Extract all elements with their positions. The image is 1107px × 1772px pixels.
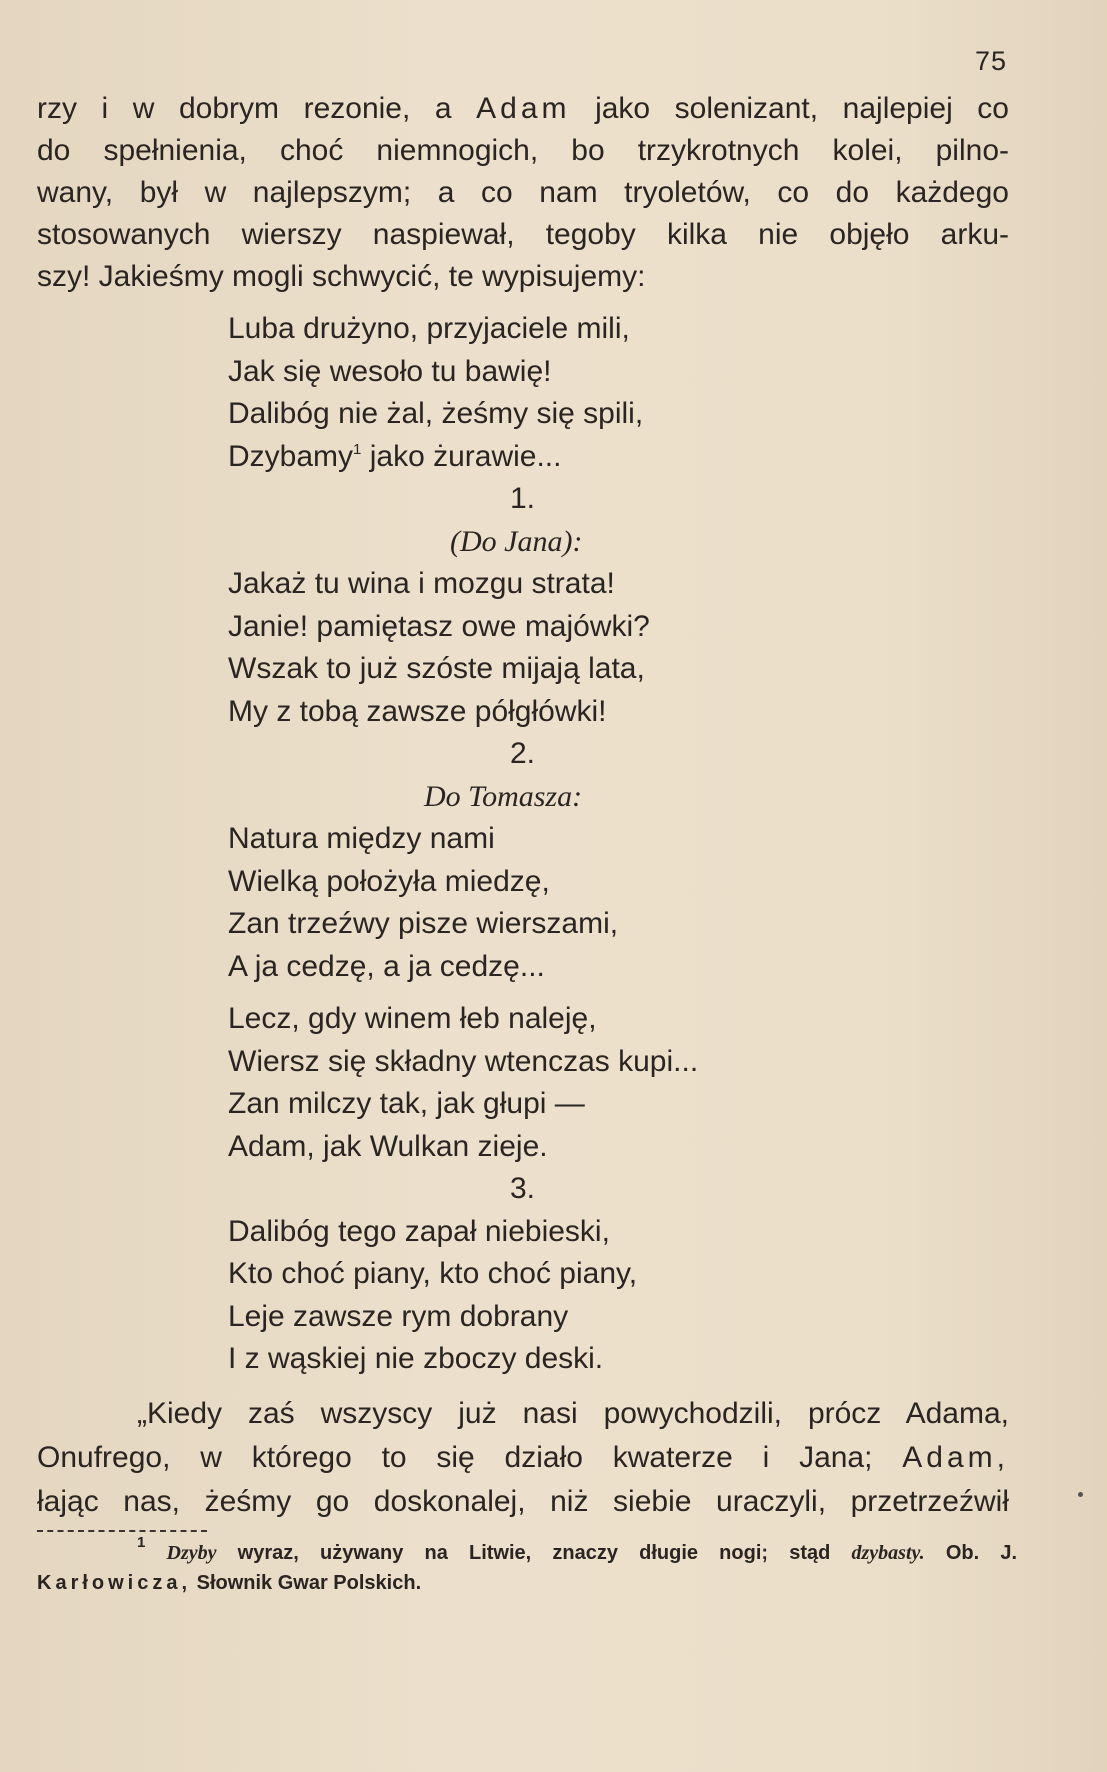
verse-line: Natura między nami xyxy=(228,822,495,855)
verse-line: Dalibóg nie żal, żeśmy się spili, xyxy=(228,397,644,430)
verse-line: Adam, jak Wulkan zieje. xyxy=(228,1129,548,1163)
spaced-name: Adam, xyxy=(902,1441,1009,1474)
spaced-name: Adam xyxy=(476,92,571,125)
verse-line: Kto choć piany, kto choć piany, xyxy=(228,1257,638,1290)
verse-line: Wiersz się składny wtenczas kupi... xyxy=(228,1044,699,1078)
footnote-rule xyxy=(37,1530,207,1532)
footnote-marker: 1 xyxy=(353,440,362,458)
footnote-marker: 1 xyxy=(137,1534,146,1551)
verse-line: I z wąskiej nie zboczy deski. xyxy=(228,1342,604,1375)
footnote-term: dzybasty. xyxy=(851,1542,925,1564)
section-heading: (Do Jana): xyxy=(450,524,583,558)
text-line: rzy i w dobrym rezonie, a Adam jako solenizant, najlepiej co xyxy=(37,92,1009,125)
footnote-term: Dzyby xyxy=(166,1542,217,1564)
verse-line: Jakaż tu wina i mozgu strata! xyxy=(228,567,615,600)
text-line: Onufrego, w którego to się działo kwaterze i Jana; Adam, xyxy=(37,1441,1009,1474)
section-number: 1. xyxy=(510,482,536,515)
margin-speck xyxy=(1078,1492,1083,1497)
text-line: do spełnienia, choć niemnogich, bo trzykrotnych kolei, pilno- xyxy=(37,134,1009,167)
verse-line: My z tobą zawsze półgłówki! xyxy=(228,694,607,728)
verse-line: Zan trzeźwy pisze wierszami, xyxy=(228,907,619,940)
verse-line: Lecz, gdy winem łeb naleję, xyxy=(228,1002,597,1035)
section-number: 3. xyxy=(510,1172,536,1205)
footnote-line: $^1$ Dzyby wyraz, używany na Litwie, znaczy długie nogi; stąd dzybasty. Ob. J. xyxy=(137,1534,1017,1564)
verse-line: Luba drużyno, przyjaciele mili, xyxy=(228,312,630,345)
author-name: Karłowicza, xyxy=(37,1572,192,1594)
verse-line: Jak się wesoło tu bawię! xyxy=(228,354,552,388)
footnote-line: Karłowicza, Słownik Gwar Polskich. xyxy=(37,1572,422,1594)
text-line: łając nas, żeśmy go doskonalej, niż siebie uraczyli, przetrzeźwił xyxy=(37,1485,1009,1518)
section-heading: Do Tomasza: xyxy=(424,779,583,813)
verse-line: Wielką położyła miedzę, xyxy=(228,864,550,898)
verse-line: Dalibóg tego zapał niebieski, xyxy=(228,1214,610,1248)
verse-line: Dzybamy$^1$ jako żurawie... xyxy=(228,439,562,473)
text-line: wany, był w najlepszym; a co nam tryoletów, co do każdego xyxy=(37,176,1009,209)
intro-paragraph xyxy=(37,88,1009,298)
text-line: „Kiedy zaś wszyscy już nasi powychodzili, prócz Adama, xyxy=(137,1397,1009,1430)
verse-line: Leje zawsze rym dobrany xyxy=(228,1299,569,1333)
footnote xyxy=(37,1534,1017,1598)
text-line: stosowanych wierszy naspiewał, tegoby kilka nie objęło arku- xyxy=(37,218,1009,251)
text-line: szy! Jakieśmy mogli schwycić, te wypisujemy: xyxy=(37,260,646,293)
verse-line: Janie! pamiętasz owe majówki? xyxy=(228,609,650,643)
verse-line: A ja cedzę, a ja cedzę... xyxy=(228,949,545,983)
verse-line: Wszak to już szóste mijają lata, xyxy=(228,652,645,685)
page-number: 75 xyxy=(974,46,1007,76)
closing-paragraph xyxy=(37,1392,1009,1524)
poem xyxy=(228,308,948,1381)
verse-line: Zan milczy tak, jak głupi — xyxy=(228,1087,585,1120)
section-number: 2. xyxy=(510,737,536,770)
